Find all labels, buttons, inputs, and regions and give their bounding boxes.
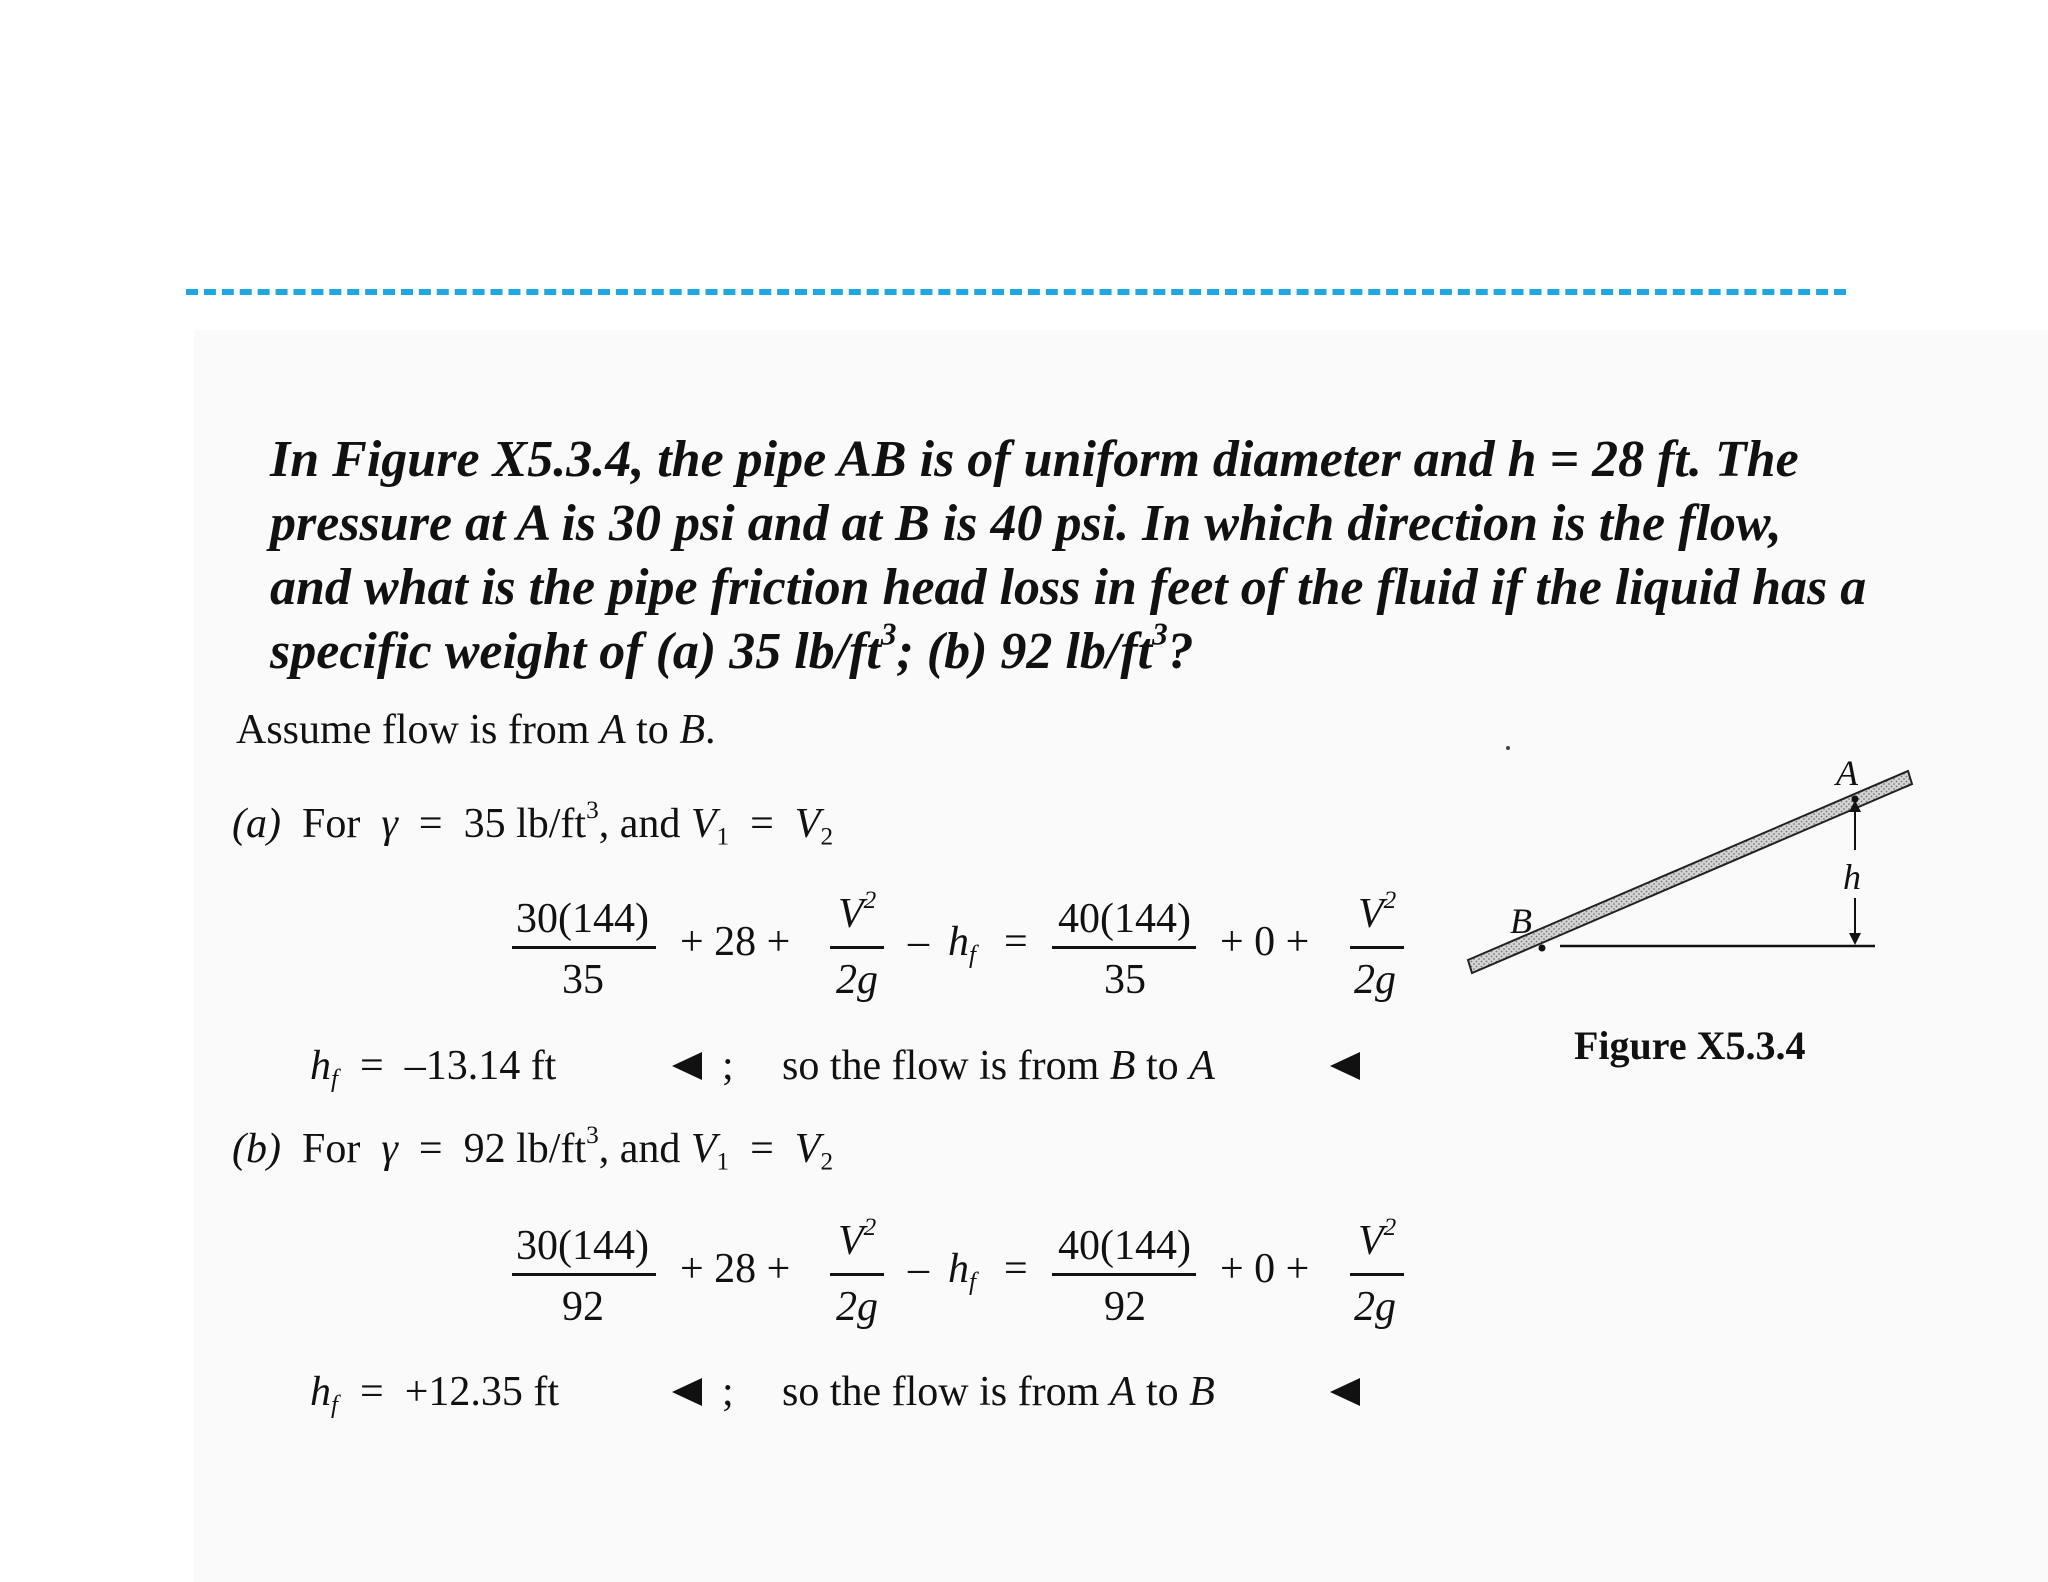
section-divider <box>186 289 1846 295</box>
semicolon: ; <box>722 1043 734 1089</box>
part-b-heading: (b) For γ = 92 $lb/ft^3$, and $V_1 = V_2$ <box>232 1122 834 1176</box>
problem-line-4: specific weight of (a) 35 $lb/ft^3$; (b) 92 $lb/ft^3$? <box>270 616 1194 680</box>
velocity-numerator: $V^2$ <box>1358 887 1397 937</box>
answer-marker-icon <box>1330 1052 1360 1080</box>
answer-marker-icon <box>1330 1378 1360 1406</box>
velocity-numerator: $V^2$ <box>838 1214 877 1264</box>
lhs-numerator: 30(144) <box>516 896 649 942</box>
point-b-marker <box>1539 945 1546 952</box>
rhs-denominator: 92 <box>1104 1284 1146 1330</box>
problem-line-1: In Figure X5.3.4, the pipe AB is of uniform diameter and h = 28 ft. The <box>270 431 1799 488</box>
pipe-figure <box>1470 760 1930 1010</box>
fraction-bar <box>1350 946 1404 949</box>
figure-label-b: B <box>1510 901 1532 941</box>
fraction-bar <box>1350 1273 1404 1276</box>
figure-caption: Figure X5.3.4 <box>1574 1023 1806 1068</box>
part-b-hf: $h_f$ <box>310 1369 338 1419</box>
fraction-bar <box>830 1273 884 1276</box>
part-a-result: = –13.14 ft <box>360 1043 557 1089</box>
lhs-denominator: 92 <box>562 1284 604 1330</box>
fraction-bar <box>830 946 884 949</box>
problem-line-3: and what is the pipe friction head loss in feet of the fluid if the liquid has a <box>270 559 1867 616</box>
fraction-bar <box>512 946 656 949</box>
fraction-bar <box>1052 1273 1196 1276</box>
fraction-bar <box>512 1273 656 1276</box>
problem-statement <box>270 428 1930 684</box>
velocity-denominator: 2g <box>1354 1284 1396 1330</box>
rhs-numerator: 40(144) <box>1058 896 1191 942</box>
problem-line-2: pressure at A is 30 psi and at B is 40 psi. In which direction is the flow, <box>270 495 1782 552</box>
equals-sign: = <box>1004 1246 1028 1292</box>
head-loss-symbol: $h_f$ <box>948 1246 976 1296</box>
plus-0: + 0 + <box>1220 1246 1310 1292</box>
figure-label-a: A <box>1836 753 1858 793</box>
answer-marker-icon <box>672 1378 702 1406</box>
equals-sign: = <box>1004 919 1028 965</box>
rhs-denominator: 35 <box>1104 957 1146 1003</box>
lhs-denominator: 35 <box>562 957 604 1003</box>
head-loss-symbol: $h_f$ <box>948 919 976 969</box>
rhs-numerator: 40(144) <box>1058 1223 1191 1269</box>
velocity-denominator: 2g <box>836 957 878 1003</box>
fraction-bar <box>1052 946 1196 949</box>
part-b-result: = +12.35 ft <box>360 1369 560 1415</box>
velocity-numerator: $V^2$ <box>838 887 877 937</box>
plus-28: + 28 + <box>680 919 791 965</box>
minus-sign: – <box>908 919 929 965</box>
velocity-numerator: $V^2$ <box>1358 1214 1397 1264</box>
figure-label-h: h <box>1843 857 1861 897</box>
plus-0: + 0 + <box>1220 919 1310 965</box>
part-a-hf: $h_f$ <box>310 1043 338 1093</box>
part-a-conclusion: so the flow is from B to A <box>782 1043 1215 1089</box>
answer-marker-icon <box>672 1052 702 1080</box>
velocity-denominator: 2g <box>836 1284 878 1330</box>
minus-sign: – <box>908 1246 929 1292</box>
dimension-arrowhead-icon <box>1849 933 1861 945</box>
part-a-heading: (a) For γ = 35 $lb/ft^3$, and $V_1 = V_2$ <box>232 797 834 851</box>
part-b-conclusion: so the flow is from A to B <box>782 1369 1215 1415</box>
plus-28: + 28 + <box>680 1246 791 1292</box>
velocity-denominator: 2g <box>1354 957 1396 1003</box>
assumption-text: Assume flow is from A to B. <box>236 707 716 753</box>
lhs-numerator: 30(144) <box>516 1223 649 1269</box>
speck <box>1506 746 1510 750</box>
semicolon: ; <box>722 1369 734 1415</box>
